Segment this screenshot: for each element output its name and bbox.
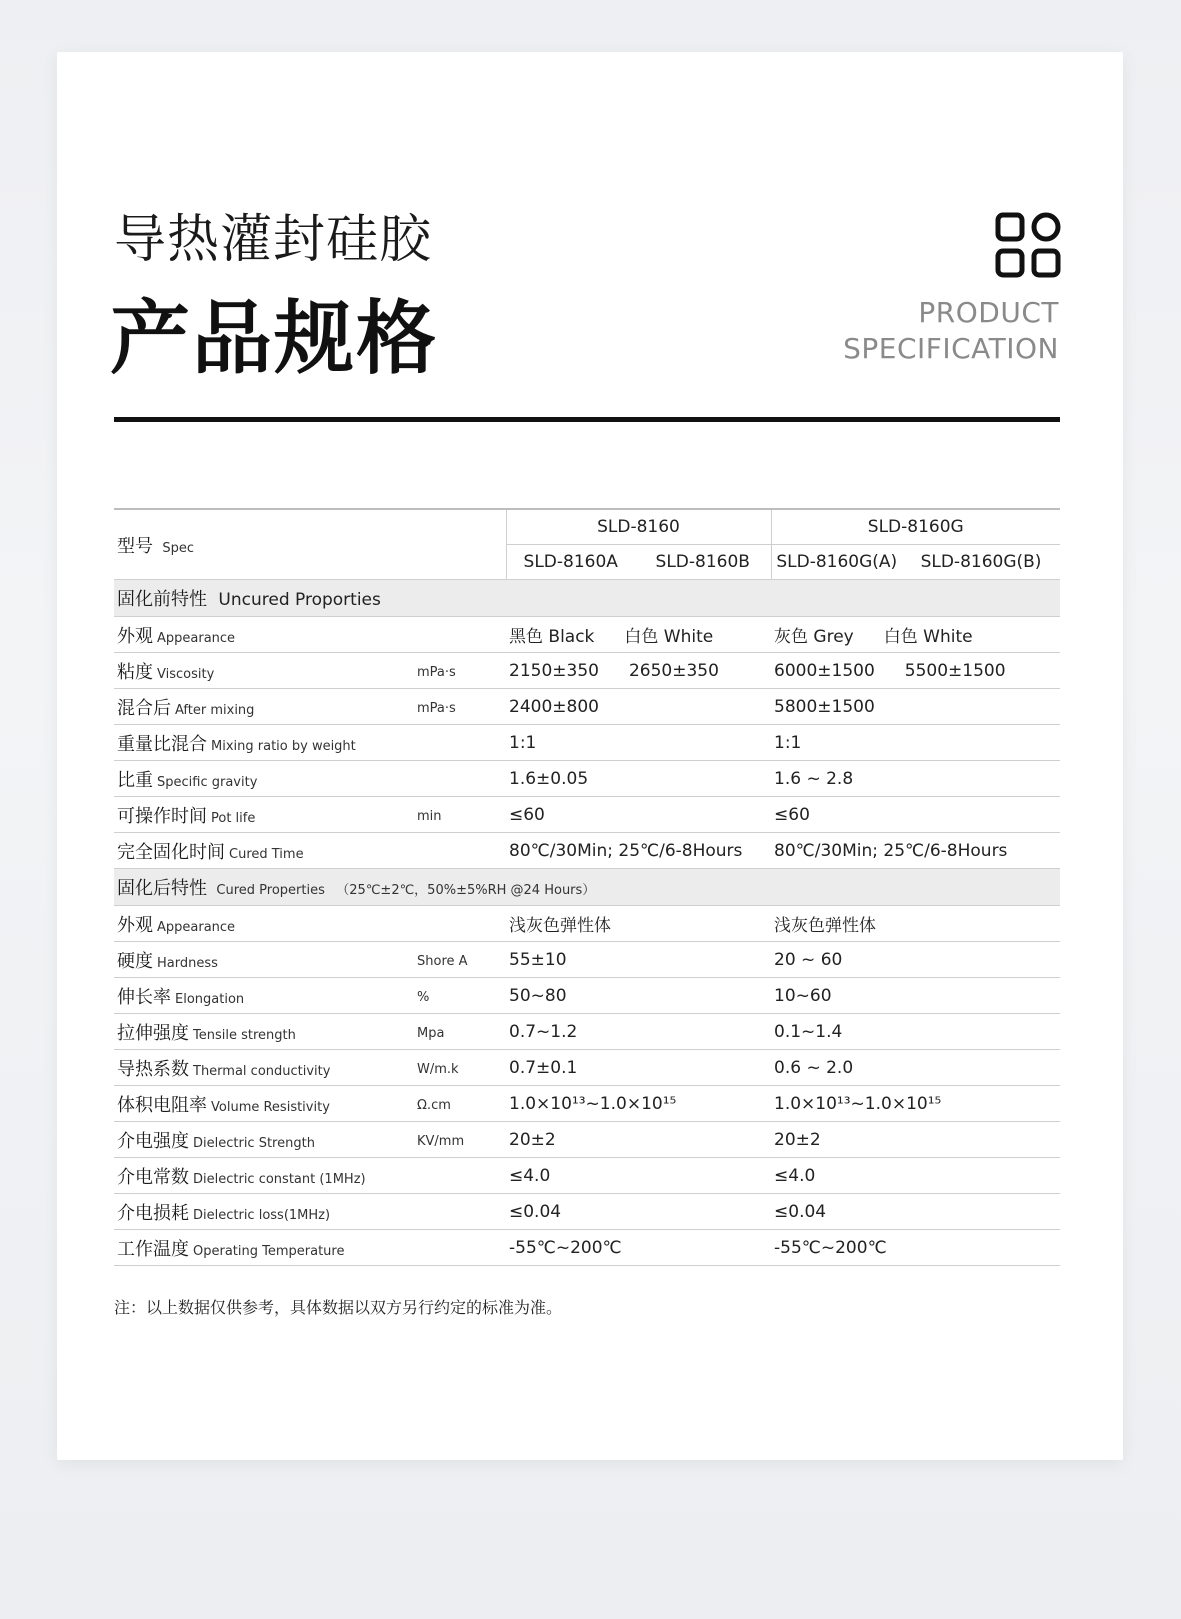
spec-label: [114, 509, 414, 580]
value-b: 0.1~1.4: [774, 1021, 843, 1042]
property-unit: KV/mm: [417, 1133, 465, 1149]
table-row: [114, 1122, 1060, 1158]
property-en: Mixing ratio by weight: [211, 738, 356, 754]
value-a: ≤60: [509, 804, 545, 825]
value-a: 20±2: [509, 1129, 556, 1150]
value-a2: 白色 White: [624, 627, 714, 647]
property-cn: 伸长率: [117, 986, 171, 1008]
spec-table: [114, 508, 1060, 1266]
property-en: Dielectric Strength: [193, 1135, 315, 1151]
property-en: Specific gravity: [157, 774, 258, 790]
property-cn: 体积电阻率: [117, 1094, 207, 1116]
property-en: Tensile strength: [193, 1027, 296, 1043]
property-en: Volume Resistivity: [211, 1099, 330, 1115]
property-en: Pot life: [211, 810, 256, 826]
property-en: Dielectric constant (1MHz): [193, 1171, 366, 1187]
table-row: [114, 978, 1060, 1014]
property-unit: min: [417, 808, 442, 824]
value-b: 灰色 Grey: [774, 627, 854, 647]
table-row: [114, 653, 1060, 689]
value-a: 2400±800: [509, 696, 599, 717]
value-b: 1.0×10¹³~1.0×10¹⁵: [774, 1093, 942, 1114]
grid-icon: [995, 212, 1061, 278]
section-title-en: Uncured Proporties: [218, 590, 381, 610]
value-a: ≤0.04: [509, 1201, 562, 1222]
value-b2: 白色 White: [883, 627, 973, 647]
property-en: Thermal conductivity: [193, 1063, 331, 1079]
property-cn: 外观: [117, 625, 153, 647]
value-a: 1:1: [509, 732, 537, 753]
header-row: [114, 509, 1060, 545]
section-cured: [114, 869, 1060, 906]
property-cn: 完全固化时间: [117, 841, 225, 863]
variant-header: SLD-8160A: [506, 545, 635, 580]
value-a: 黑色 Black: [509, 627, 595, 647]
english-title-line1: PRODUCT: [918, 296, 1059, 329]
value-b: ≤0.04: [774, 1201, 827, 1222]
property-cn: 介电强度: [117, 1130, 189, 1152]
variant-header: SLD-8160G(B): [902, 545, 1060, 580]
property-cn: 介电常数: [117, 1166, 189, 1188]
section-title-en: Cured Properties: [216, 883, 325, 898]
value-a: 55±10: [509, 949, 567, 970]
section-title-note: （25℃±2℃，50%±5%RH @24 Hours）: [336, 883, 596, 898]
variant-header: SLD-8160G(A): [771, 545, 902, 580]
value-a: 2150±350: [509, 660, 599, 681]
value-a: -55℃~200℃: [509, 1237, 622, 1258]
value-b: 浅灰色弹性体: [774, 916, 877, 936]
table-row: [114, 1194, 1060, 1230]
property-unit: Shore A: [417, 953, 468, 969]
section-uncured: [114, 580, 1060, 617]
table-row: [114, 1230, 1060, 1266]
property-unit: mPa·s: [417, 664, 456, 680]
value-b: -55℃~200℃: [774, 1237, 887, 1258]
property-en: After mixing: [175, 702, 255, 718]
property-en: Appearance: [157, 630, 236, 646]
value-b2: 5500±1500: [904, 660, 1006, 681]
english-title: [843, 295, 1059, 367]
table-row: [114, 1050, 1060, 1086]
spec-card: [57, 52, 1123, 1460]
table-row: [114, 761, 1060, 797]
table-row: [114, 725, 1060, 761]
property-cn: 导热系数: [117, 1058, 189, 1080]
table-row: [114, 617, 1060, 653]
table-row: [114, 1086, 1060, 1122]
value-a: 0.7±0.1: [509, 1057, 578, 1078]
value-b: 20 ~ 60: [774, 949, 843, 970]
property-unit: mPa·s: [417, 700, 456, 716]
property-en: Appearance: [157, 919, 236, 935]
value-b: 5800±1500: [774, 696, 875, 717]
property-en: Elongation: [175, 991, 245, 1007]
property-cn: 比重: [117, 769, 153, 791]
table-row: [114, 689, 1060, 725]
property-en: Hardness: [157, 955, 218, 971]
variant-header: SLD-8160B: [635, 545, 771, 580]
property-cn: 粘度: [117, 661, 153, 683]
value-b: 1.6 ~ 2.8: [774, 768, 854, 789]
value-b: 80℃/30Min; 25℃/6-8Hours: [774, 840, 1008, 861]
spec-label-en: Spec: [162, 540, 195, 556]
table-row: [114, 1158, 1060, 1194]
value-b: ≤4.0: [774, 1165, 816, 1186]
property-cn: 工作温度: [117, 1238, 189, 1260]
disclaimer-note: 注：以上数据仅供参考，具体数据以双方另行约定的标准为准。: [114, 1298, 563, 1317]
table-row: [114, 906, 1060, 942]
value-a: 80℃/30Min; 25℃/6-8Hours: [509, 840, 743, 861]
property-cn: 拉伸强度: [117, 1022, 189, 1044]
product-name: 导热灌封硅胶: [114, 210, 433, 270]
spec-label-cn: 型号: [117, 535, 153, 557]
value-b: 1:1: [774, 732, 802, 753]
section-title-cn: 固化前特性: [117, 589, 207, 610]
value-a: 1.6±0.05: [509, 768, 589, 789]
table-row: [114, 942, 1060, 978]
property-unit: Mpa: [417, 1025, 445, 1041]
section-title-cn: 固化后特性: [117, 878, 207, 899]
value-a: ≤4.0: [509, 1165, 551, 1186]
value-a: 50~80: [509, 985, 567, 1006]
property-cn: 混合后: [117, 697, 171, 719]
property-en: Viscosity: [157, 666, 215, 682]
property-en: Operating Temperature: [193, 1243, 345, 1259]
property-en: Cured Time: [229, 846, 304, 862]
table-row: [114, 1014, 1060, 1050]
value-a: 0.7~1.2: [509, 1021, 578, 1042]
value-b: 20±2: [774, 1129, 821, 1150]
property-en: Dielectric loss(1MHz): [193, 1207, 331, 1223]
value-b: 0.6 ~ 2.0: [774, 1057, 854, 1078]
page-title: 产品规格: [110, 292, 438, 385]
table-row: [114, 797, 1060, 833]
property-unit: Ω.cm: [417, 1097, 451, 1113]
property-cn: 可操作时间: [117, 805, 207, 827]
value-a: 浅灰色弹性体: [509, 916, 611, 936]
value-b: 10~60: [774, 985, 832, 1006]
value-a: 1.0×10¹³~1.0×10¹⁵: [509, 1093, 677, 1114]
property-cn: 重量比混合: [117, 733, 207, 755]
property-cn: 介电损耗: [117, 1202, 189, 1224]
model-header-2: SLD-8160G: [771, 509, 1060, 545]
property-unit: %: [417, 989, 430, 1005]
table-row: [114, 833, 1060, 869]
title-divider: [114, 417, 1060, 422]
property-cn: 外观: [117, 914, 153, 936]
property-unit: W/m.k: [417, 1061, 459, 1077]
value-b: ≤60: [774, 804, 810, 825]
model-header-1: SLD-8160: [506, 509, 771, 545]
english-title-line2: SPECIFICATION: [843, 332, 1059, 365]
spec-label-spacer: [414, 509, 506, 580]
value-b: 6000±1500: [774, 660, 875, 681]
property-cn: 硬度: [117, 950, 153, 972]
value-a2: 2650±350: [628, 660, 719, 681]
